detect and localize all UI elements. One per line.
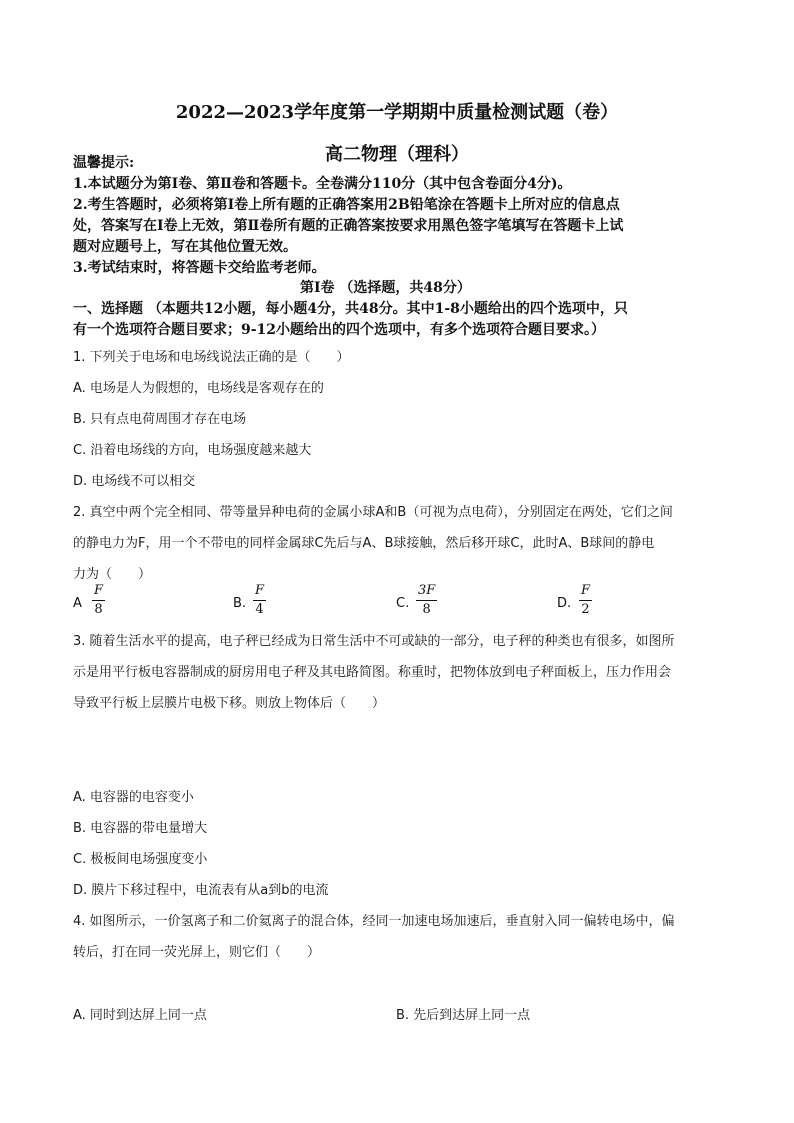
q3-option-b: B. 电容器的带电量增大 — [73, 821, 208, 836]
q3-stem-1: 3. 随着生活水平的提高，电子秤已经成为日常生活中不可或缺的一部分，电子秤的种类也有很多，如图所 — [73, 634, 675, 649]
tips-line-4: 题对应题号上，写在其他位置无效。 — [73, 239, 297, 255]
q2-option-d-label: D. — [557, 596, 572, 611]
q4-stem-2: 转后，打在同一荧光屏上，则它们（ ） — [73, 945, 321, 960]
tips-line-2: 2.考生答题时，必须将第Ⅰ卷上所有题的正确答案用2B铅笔涂在答题卡上所对应的信息点 — [73, 197, 620, 213]
q2-stem-2: 的静电力为F，用一个不带电的同样金属球C先后与A、B球接触，然后移开球C，此时A、B球间的静电 — [73, 536, 655, 551]
tips-line-5: 3.考试结束时，将答题卡交给监考老师。 — [73, 260, 326, 276]
q2-option-b-fraction — [253, 583, 266, 619]
q1-stem: 1. 下列关于电场和电场线说法正确的是（ ） — [73, 350, 350, 365]
q4-option-b: B. 先后到达屏上同一点 — [396, 1008, 531, 1023]
fraction-denominator: 4 — [255, 602, 264, 617]
tips-line-1: 1.本试题分为第Ⅰ卷、第Ⅱ卷和答题卡。全卷满分110分（其中包含卷面分4分)。 — [73, 176, 572, 192]
q3-stem-3: 导致平行板上层膜片电极下移。则放上物体后（ ） — [73, 696, 386, 711]
q4-option-a: A. 同时到达屏上同一点 — [73, 1008, 207, 1023]
tips-heading: 温馨提示: — [73, 155, 135, 171]
q2-option-c-label: C. — [396, 596, 410, 611]
q1-option-b: B. 只有点电荷周围才存在电场 — [73, 412, 247, 427]
q1-option-a: A. 电场是人为假想的，电场线是客观存在的 — [73, 381, 324, 396]
q2-option-b-label: B. — [233, 596, 247, 611]
q3-option-d: D. 膜片下移过程中，电流表有从a到b的电流 — [73, 883, 329, 898]
q3-option-a: A. 电容器的电容变小 — [73, 790, 194, 805]
q2-option-c-fraction — [416, 583, 437, 619]
fraction-numerator: F — [92, 583, 105, 601]
fraction-numerator: F — [253, 583, 266, 601]
q4-stem-1: 4. 如图所示，一价氢离子和二价氦离子的混合体，经同一加速电场加速后，垂直射入同一偏转电场中，偏 — [73, 914, 675, 929]
q2-option-a-fraction — [92, 583, 105, 619]
section-title: 第Ⅰ卷 （选择题，共48分） — [300, 280, 471, 296]
fraction-denominator: 2 — [581, 602, 590, 617]
tips-line-3: 处，答案写在Ⅰ卷上无效，第Ⅱ卷所有题的正确答案按要求用黑色签字笔填写在答题卡上试 — [73, 218, 624, 234]
q2-stem-1: 2. 真空中两个完全相同、带等量异种电荷的金属小球A和B（可视为点电荷），分别固定在两处，它们之间 — [73, 505, 673, 520]
fraction-numerator: 3F — [416, 583, 437, 601]
q1-option-d: D. 电场线不可以相交 — [73, 474, 196, 489]
q3-stem-2: 示是用平行板电容器制成的厨房用电子秤及其电路简图。称重时，把物体放到电子秤面板上，压力作用会 — [73, 665, 672, 680]
q3-option-c: C. 极板间电场强度变小 — [73, 852, 208, 867]
fraction-numerator: F — [579, 583, 592, 601]
exam-title: 2022—2023学年度第一学期期中质量检测试题（卷） — [175, 102, 619, 123]
exam-subtitle: 高二物理（理科） — [325, 144, 469, 165]
q2-option-d-fraction — [579, 583, 592, 619]
q2-option-a-label: A — [73, 596, 82, 611]
section-instructions-2: 有一个选项符合题目要求；9-12小题给出的四个选项中，有多个选项符合题目要求。） — [73, 322, 606, 338]
fraction-denominator: 8 — [422, 602, 431, 617]
section-instructions-1: 一、选择题 （本题共12小题，每小题4分，共48分。其中1-8小题给出的四个选项中，只 — [73, 301, 628, 317]
fraction-denominator: 8 — [94, 602, 103, 617]
q2-stem-3: 力为（ ） — [73, 567, 152, 582]
q1-option-c: C. 沿着电场线的方向，电场强度越来越大 — [73, 443, 312, 458]
